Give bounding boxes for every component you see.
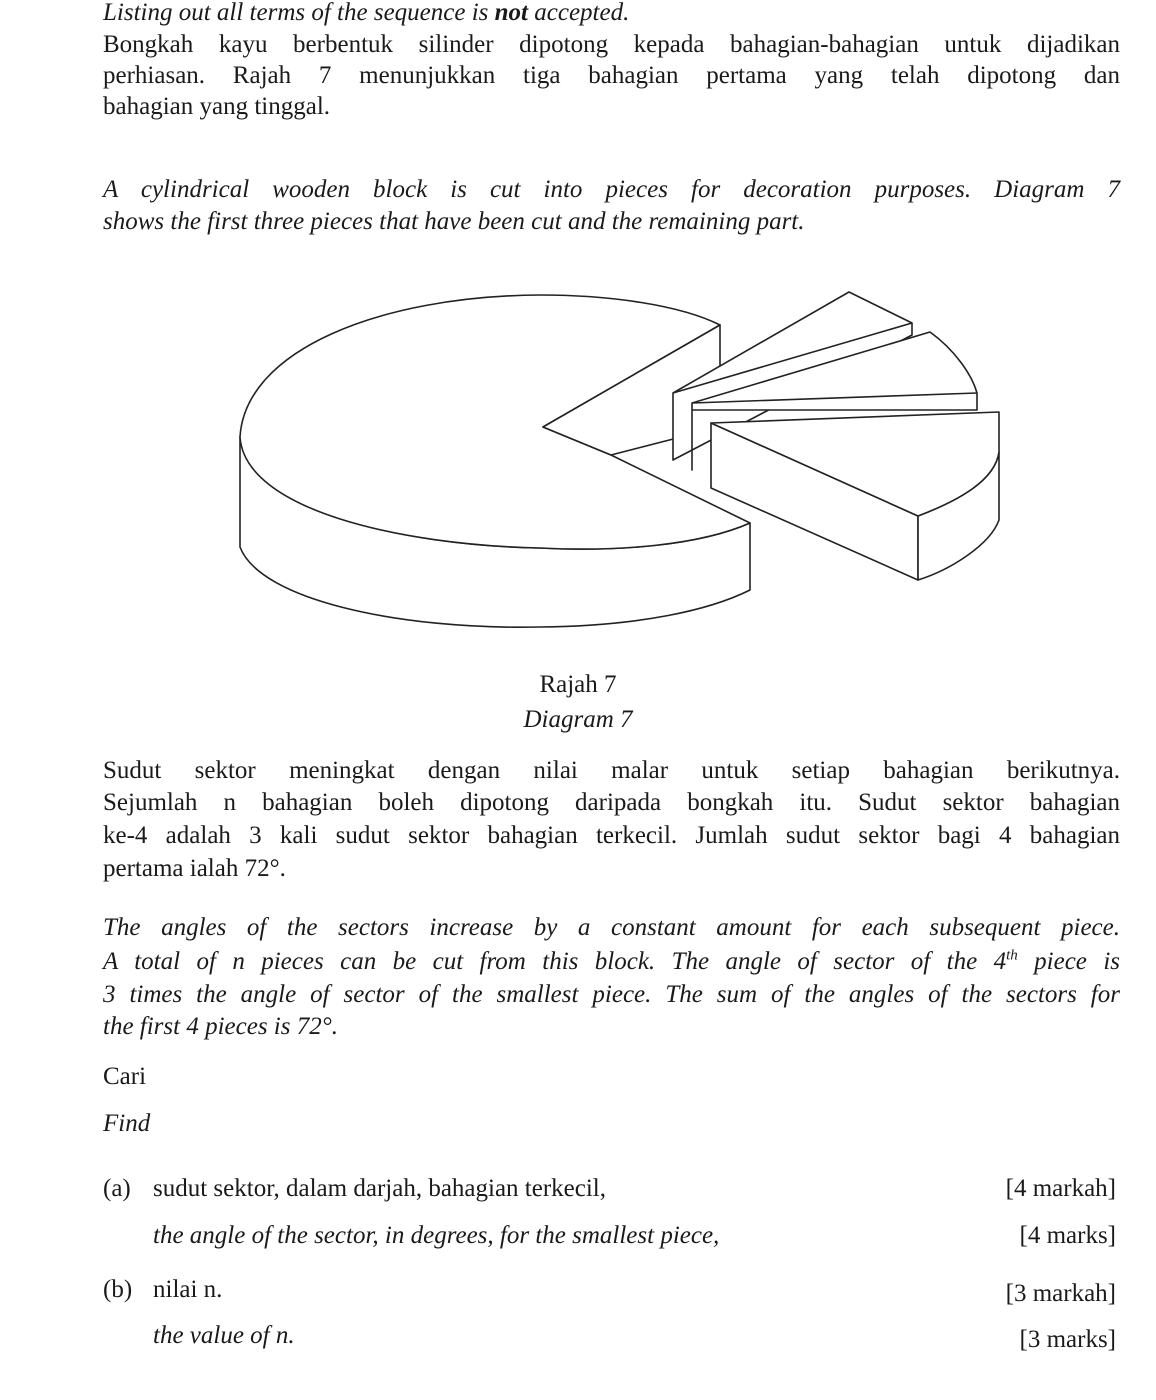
para-en-line: A cylindrical wooden block is cut into pieces for decoration purposes. Diagram 7 — [103, 176, 1120, 203]
para-ms-line: bahagian yang tinggal. — [103, 93, 331, 120]
superscript: th — [1006, 947, 1018, 964]
para2-ms-line: Sudut sektor meningkat dengan nilai malar untuk setiap bahagian berikutnya. — [103, 757, 1120, 784]
para2-ms-line: Sejumlah n bahagian boleh dipotong daripada bongkah itu. Sudut sektor bahagian — [103, 789, 1120, 816]
text: A total of n pieces can be cut from this block. The angle of sector of the 4 — [103, 948, 1007, 975]
diagram-caption-ms: Rajah 7 — [539, 671, 617, 698]
para2-ms-line: pertama ialah 72°. — [103, 855, 286, 882]
para2-en-line: 3 times the angle of sector of the smallest piece. The sum of the angles of the sectors for — [103, 981, 1120, 1008]
note-text: Listing out all terms of the sequence is — [103, 0, 495, 26]
para2-en-line — [103, 947, 1120, 977]
question-text-en: the value of n. — [153, 1322, 295, 1349]
note-bold: not — [494, 0, 528, 26]
marks-en: [3 marks] — [1019, 1326, 1116, 1353]
marks-ms: [4 markah] — [1005, 1175, 1116, 1202]
question-label: (b) — [103, 1276, 133, 1303]
find-en: Find — [103, 1110, 151, 1137]
para-ms-line: perhiasan. Rajah 7 menunjukkan tiga bahagian pertama yang telah dipotong dan — [103, 62, 1120, 89]
find-ms: Cari — [103, 1063, 147, 1090]
question-text-ms: nilai n. — [153, 1276, 223, 1303]
marks-en: [4 marks] — [1019, 1222, 1116, 1249]
question-text-en: the angle of the sector, in degrees, for the smallest piece, — [153, 1222, 720, 1249]
para2-en-line: The angles of the sectors increase by a constant amount for each subsequent piece. — [103, 914, 1120, 941]
note-text-end: accepted. — [528, 0, 630, 26]
para2-en-line: the first 4 pieces is 72°. — [103, 1013, 338, 1040]
para2-ms-line: ke-4 adalah 3 kali sudut sektor bahagian terkecil. Jumlah sudut sektor bagi 4 bahagian — [103, 822, 1120, 849]
diagram-caption-en: Diagram 7 — [523, 706, 633, 733]
marks-ms: [3 markah] — [1005, 1280, 1116, 1307]
para-en-line: shows the first three pieces that have been cut and the remaining part. — [103, 208, 805, 235]
text: piece is — [1017, 948, 1120, 975]
para-ms-line: Bongkah kayu berbentuk silinder dipotong kepada bahagian-bahagian untuk dijadikan — [103, 31, 1120, 58]
question-text-ms: sudut sektor, dalam darjah, bahagian terkecil, — [153, 1175, 607, 1202]
question-label: (a) — [103, 1175, 131, 1202]
